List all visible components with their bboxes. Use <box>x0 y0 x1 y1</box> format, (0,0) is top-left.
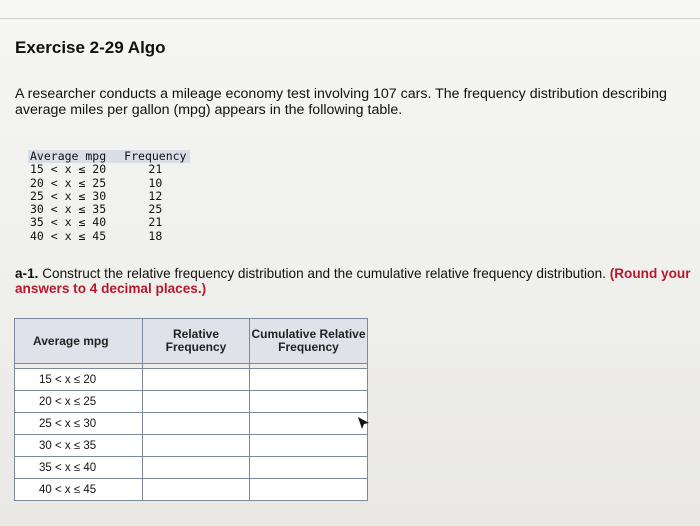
relative-frequency-input[interactable] <box>143 392 249 411</box>
relative-frequency-input[interactable] <box>143 480 249 499</box>
answer-mpg-range: 25 < x ≤ 30 <box>15 413 143 435</box>
table-row <box>15 479 368 501</box>
relative-frequency-cell <box>143 369 250 391</box>
table-row <box>15 413 368 435</box>
mpg-range: 40 < x ≤ 45 <box>30 228 107 243</box>
relative-frequency-input[interactable] <box>143 370 249 389</box>
top-divider <box>0 18 700 19</box>
cumulative-frequency-cell <box>250 391 368 413</box>
frequency-value: 25 <box>148 202 163 217</box>
answer-table-header-row <box>15 319 368 364</box>
header-frequency: Frequency <box>120 150 190 163</box>
relative-frequency-input[interactable] <box>143 414 249 433</box>
frequency-value: 21 <box>148 215 163 230</box>
table-row <box>15 457 368 479</box>
table-row <box>15 369 368 391</box>
relative-frequency-cell <box>143 479 250 501</box>
frequency-value: 18 <box>148 228 163 243</box>
frequency-value: 21 <box>148 162 163 177</box>
cumulative-relative-frequency-input[interactable] <box>250 436 367 455</box>
mpg-range: 15 < x ≤ 20 <box>30 162 107 177</box>
frequency-value: 10 <box>148 175 163 190</box>
relative-frequency-cell <box>143 435 250 457</box>
problem-intro: A researcher conducts a mileage economy test involving 107 cars. The frequency distribution describing average miles per gallon (mpg) appears in the following table. <box>15 86 667 118</box>
frequency-distribution-table <box>28 150 190 243</box>
cumulative-relative-frequency-input[interactable] <box>250 414 367 433</box>
table-row <box>15 435 368 457</box>
question-text: Construct the relative frequency distribution and the cumulative relative frequency distribution. <box>42 266 606 281</box>
table-row <box>28 216 190 229</box>
table-row <box>28 203 190 216</box>
mpg-range: 20 < x ≤ 25 <box>30 175 107 190</box>
cumulative-frequency-cell <box>250 369 368 391</box>
question-a1 <box>15 266 695 296</box>
mpg-range: 25 < x ≤ 30 <box>30 188 107 203</box>
header-average-mpg: Average mpg <box>28 150 120 163</box>
relative-frequency-cell <box>143 391 250 413</box>
table-row <box>28 177 190 190</box>
cumulative-relative-frequency-input[interactable] <box>250 458 367 477</box>
answer-header-relative-frequency: Relative Frequency <box>143 319 250 364</box>
relative-frequency-input[interactable] <box>143 458 249 477</box>
frequency-value: 12 <box>148 188 163 203</box>
answer-header-cumulative-relative-frequency: Cumulative Relative Frequency <box>250 319 368 364</box>
table-row <box>28 190 190 203</box>
answer-table <box>14 318 368 501</box>
mpg-range: 35 < x ≤ 40 <box>30 215 107 230</box>
cumulative-frequency-cell <box>250 479 368 501</box>
relative-frequency-cell <box>143 413 250 435</box>
cumulative-frequency-cell <box>250 457 368 479</box>
exercise-title: Exercise 2-29 Algo <box>15 38 166 57</box>
table-row <box>28 163 190 176</box>
answer-mpg-range: 35 < x ≤ 40 <box>15 457 143 479</box>
relative-frequency-cell <box>143 457 250 479</box>
cumulative-relative-frequency-input[interactable] <box>250 480 367 499</box>
question-label: a-1. <box>15 266 39 281</box>
cumulative-frequency-cell <box>250 413 368 435</box>
cumulative-relative-frequency-input[interactable] <box>250 370 367 389</box>
mouse-pointer-icon <box>357 416 371 430</box>
relative-frequency-input[interactable] <box>143 436 249 455</box>
answer-mpg-range: 40 < x ≤ 45 <box>15 479 143 501</box>
cumulative-frequency-cell <box>250 435 368 457</box>
rounding-instruction: (Round your answers to 4 decimal places.) <box>15 266 691 296</box>
table-row <box>15 391 368 413</box>
answer-mpg-range: 15 < x ≤ 20 <box>15 369 143 391</box>
mpg-range: 30 < x ≤ 35 <box>30 202 107 217</box>
frequency-table-header-row <box>28 150 190 163</box>
answer-mpg-range: 30 < x ≤ 35 <box>15 435 143 457</box>
table-row <box>28 230 190 243</box>
cumulative-relative-frequency-input[interactable] <box>250 392 367 411</box>
answer-mpg-range: 20 < x ≤ 25 <box>15 391 143 413</box>
answer-header-average-mpg: Average mpg <box>15 319 143 364</box>
